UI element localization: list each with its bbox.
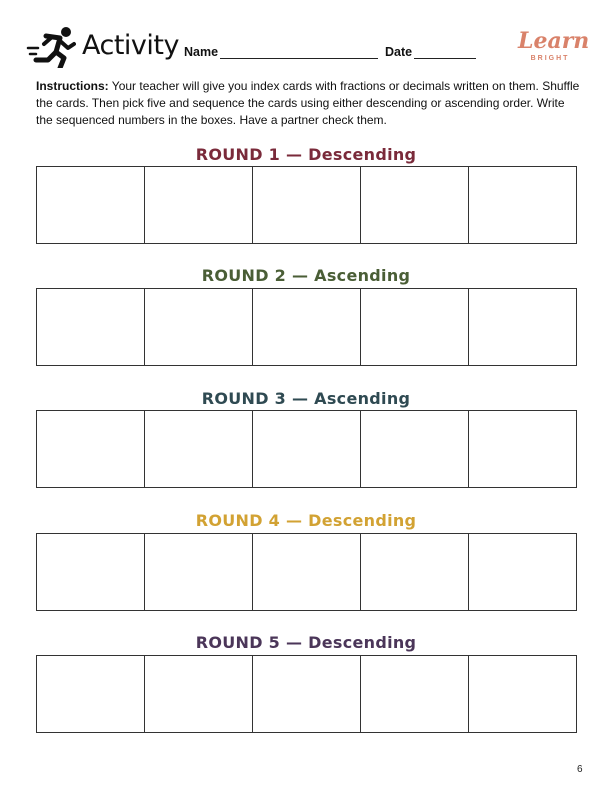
answer-box[interactable] <box>145 167 253 243</box>
runner-icon <box>26 26 76 68</box>
name-label: Name <box>184 45 219 59</box>
answer-box[interactable] <box>145 289 253 365</box>
round-1-boxes <box>36 166 577 244</box>
answer-box[interactable] <box>469 167 576 243</box>
answer-box[interactable] <box>253 289 361 365</box>
answer-box[interactable] <box>253 534 361 610</box>
answer-box[interactable] <box>361 167 469 243</box>
answer-box[interactable] <box>145 534 253 610</box>
answer-box[interactable] <box>37 167 145 243</box>
activity-title: Activity <box>82 30 179 61</box>
date-field[interactable] <box>414 58 476 59</box>
round-3-title: ROUND 3 — Ascending <box>201 389 411 408</box>
instructions-body: Your teacher will give you index cards with fractions or decimals written on them. Shuffle the cards. Then pick five and sequence the cards using either descending or ascending order. Write the sequenced numbers in the boxes. Have a partner check them. <box>36 79 580 127</box>
answer-box[interactable] <box>469 656 576 732</box>
round-5-boxes <box>36 655 577 733</box>
answer-box[interactable] <box>37 411 145 487</box>
answer-box[interactable] <box>37 534 145 610</box>
learn-bright-logo <box>518 28 590 72</box>
answer-box[interactable] <box>253 167 361 243</box>
instructions <box>36 78 580 129</box>
page-number: 6 <box>577 764 583 775</box>
answer-box[interactable] <box>469 534 576 610</box>
round-5-title: ROUND 5 — Descending <box>195 633 417 652</box>
answer-box[interactable] <box>253 411 361 487</box>
date-label: Date <box>385 45 413 59</box>
round-2-boxes <box>36 288 577 366</box>
answer-box[interactable] <box>145 656 253 732</box>
answer-box[interactable] <box>361 289 469 365</box>
answer-box[interactable] <box>37 656 145 732</box>
round-4-title: ROUND 4 — Descending <box>195 511 417 530</box>
answer-box[interactable] <box>361 656 469 732</box>
answer-box[interactable] <box>469 411 576 487</box>
answer-box[interactable] <box>253 656 361 732</box>
answer-box[interactable] <box>361 534 469 610</box>
instructions-lead: Instructions: <box>36 79 109 93</box>
round-3-boxes <box>36 410 577 488</box>
answer-box[interactable] <box>361 411 469 487</box>
logo-subtext: BRIGHT <box>530 55 570 62</box>
answer-box[interactable] <box>145 411 253 487</box>
round-4-boxes <box>36 533 577 611</box>
name-field[interactable] <box>220 58 378 59</box>
logo-word: Learn <box>518 28 590 54</box>
answer-box[interactable] <box>37 289 145 365</box>
answer-box[interactable] <box>469 289 576 365</box>
page-header <box>0 0 612 72</box>
round-2-title: ROUND 2 — Ascending <box>201 266 411 285</box>
round-1-title: ROUND 1 — Descending <box>195 145 417 164</box>
